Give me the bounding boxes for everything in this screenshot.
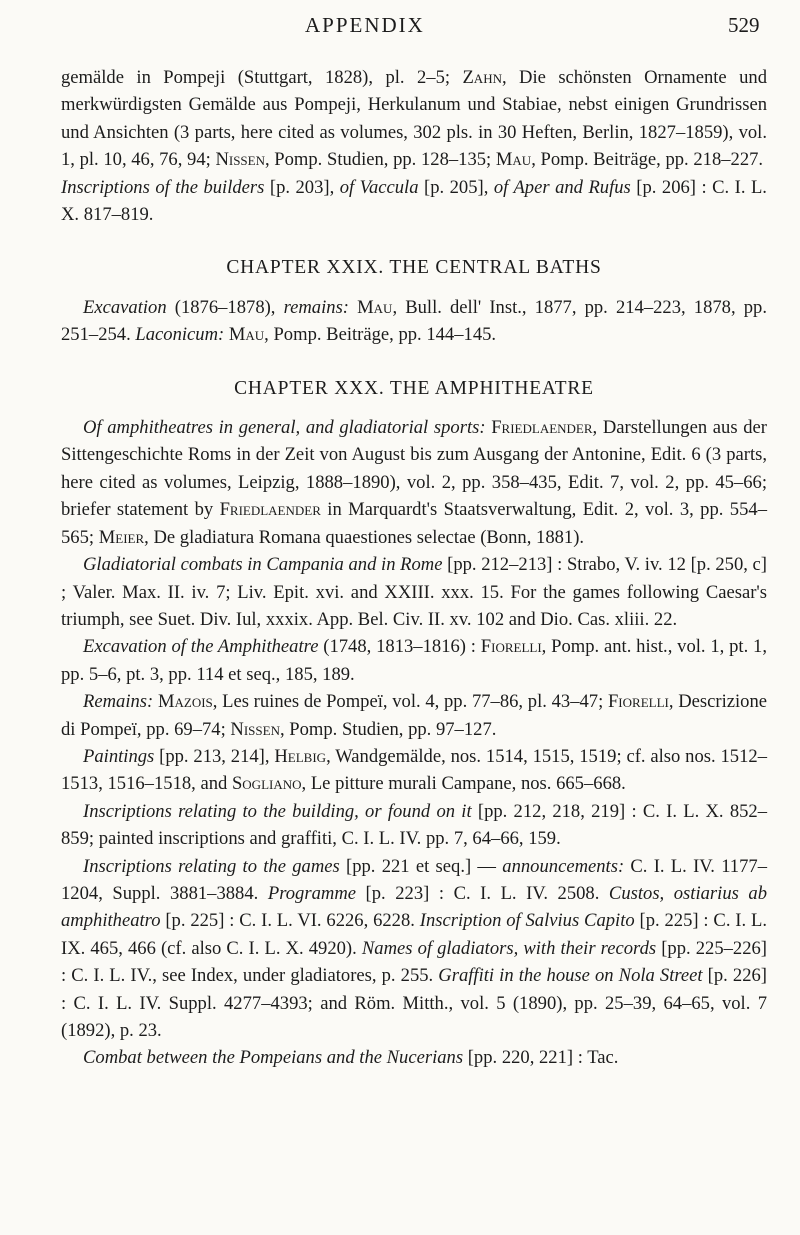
text-run: [p. 206] : C. I. L. X. 817–819. — [61, 176, 767, 226]
page-body — [61, 64, 767, 1072]
chapter-30-entry-campania — [61, 551, 767, 633]
entry-label: of Vaccula — [339, 176, 419, 198]
entry-label: Names of gladiators, with their records — [361, 937, 657, 959]
running-head-title: APPENDIX — [305, 13, 425, 37]
text-run: in Marquardt's Staatsverwaltung, Edit. 2, vol. 3, pp. 554–565; — [61, 499, 767, 548]
entry-label: Laconicum: — [135, 324, 225, 346]
author-name: Friedlaender — [219, 499, 321, 521]
text-run: [pp. 225–226] : C. I. L. IV., see Index, under gladiatores, p. 255. — [61, 937, 768, 987]
text-run — [349, 297, 357, 318]
text-run: , Darstellungen aus der Sittengeschichte Roms in der Zeit von August bis zum Ausgang der Antonine, Edit. 6 (3 parts, here cited as volumes, Leipzig, 1888–1890), vol. 2, pp. 358–435, Edit. 7, vol. 2, pp. 45–66; briefer statement by — [61, 417, 767, 521]
entry-label: Inscriptions relating to the games — [83, 855, 340, 877]
text-run: [pp. 213, 214], — [154, 745, 275, 767]
text-run: [pp. 212–213] : Strabo, V. iv. 12 [p. 250, c] ; Valer. Max. II. iv. 7; Liv. Epit. xvi. and XXIII. xxx. 15. For the games following Caesar's triumph, see Suet. Div. Iul, xxxix. App. Bel. Civ. II. xv. 102 and Dio. Cas. xliii. 22. — [61, 554, 767, 630]
chapter-29-bibliography — [61, 294, 767, 349]
author-name: Helbig — [274, 745, 327, 767]
text-run: [pp. 221 et seq.] — — [339, 855, 503, 877]
entry-label: Gladiatorial combats in Campania and in Rome — [83, 554, 443, 576]
text-run: [p. 225] : C. I. L. IX. 465, 466 (cf. also C. I. L. X. 4920). — [61, 910, 767, 959]
author-name: Fiorelli — [480, 636, 542, 658]
author-name: Sogliano — [231, 773, 302, 795]
entry-label: Paintings — [83, 745, 155, 767]
author-name: Mau — [357, 296, 393, 318]
entry-label: Custos, ostiarius ab amphitheatro — [61, 882, 767, 932]
chapter-28-inscriptions-entry — [61, 174, 767, 229]
entry-label: Combat between the Pompeians and the Nucerians — [83, 1047, 464, 1069]
author-name: Mazois — [157, 691, 213, 713]
text-run: , Descrizione di Pompeï, pp. 69–74; — [61, 691, 768, 740]
author-name: Fiorelli — [607, 691, 669, 713]
text-run: , Wandgemälde, nos. 1514, 1515, 1519; cf. also nos. 1512–1513, 1516–1518, and — [61, 745, 767, 795]
chapter-30-entry-inscriptions-building — [61, 798, 767, 853]
text-run: , Pomp. Studien, pp. 97–127. — [279, 718, 497, 740]
text-run: (1876–1878), — [166, 296, 284, 318]
text-run: , De gladiatura Romana quaestiones selectae (Bonn, 1881). — [144, 526, 585, 548]
text-run: , Pomp. Studien, pp. 128–135; — [264, 149, 496, 171]
entry-label: remains: — [283, 296, 349, 318]
text-run: , Bull. dell' Inst., 1877, pp. 214–223, 1878, pp. 251–254. — [61, 296, 767, 346]
entry-label: of Aper and Rufus — [493, 176, 631, 198]
text-run: , Pomp. ant. hist., vol. 1, pt. 1, pp. 5–6, pt. 3, pp. 114 et seq., 185, 189. — [61, 636, 768, 685]
chapter-30-entry-general — [61, 414, 767, 551]
entry-label: Inscriptions of the builders — [61, 176, 265, 198]
entry-label: Excavation — [83, 296, 167, 318]
page-number: 529 — [728, 13, 760, 37]
text-run: [p. 226] : C. I. L. IV. Suppl. 4277–4393; and Röm. Mitth., vol. 5 (1890), pp. 25–39, 64–65, vol. 7 (1892), p. 23. — [61, 965, 767, 1041]
text-run: , Les ruines de Pompeï, vol. 4, pp. 77–86, pl. 43–47; — [212, 691, 608, 713]
author-name: Nissen — [215, 149, 265, 171]
text-run: gemälde in Pompeji (Stuttgart, 1828), pl. 2–5; — [61, 67, 463, 88]
author-name: Nissen — [230, 718, 280, 740]
author-name: Mau — [495, 149, 532, 171]
text-run: , Le pitture murali Campane, nos. 665–668. — [301, 773, 626, 795]
text-run: [p. 225] : C. I. L. VI. 6226, 6228. — [160, 910, 420, 932]
entry-label: Graffiti in the house on Nola Street — [438, 965, 703, 987]
text-run: , Pomp. Beiträge, pp. 144–145. — [264, 324, 497, 346]
text-run: [pp. 220, 221] : Tac. — [463, 1047, 619, 1069]
chapter-28-bibliography-continued — [61, 64, 767, 174]
chapter-30-heading: CHAPTER XXX. THE AMPHITHEATRE — [234, 377, 594, 399]
entry-label: announcements: — [502, 855, 625, 877]
entry-label: Excavation of the Amphitheatre — [83, 636, 319, 658]
chapter-30-entry-paintings — [61, 743, 767, 798]
chapter-30-entry-inscriptions-games — [61, 853, 767, 1045]
entry-label: Remains: — [83, 691, 154, 713]
text-run: , Pomp. Beiträge, pp. 218–227. — [531, 149, 764, 171]
author-name: Zahn — [462, 67, 502, 88]
entry-label: Inscriptions relating to the building, or found on it — [83, 800, 472, 822]
chapter-30-entry-remains — [61, 688, 767, 743]
text-run: (1748, 1813–1816) : — [318, 636, 481, 658]
author-name: Meier — [98, 526, 145, 548]
entry-label: Inscription of Salvius Capito — [419, 910, 635, 932]
chapter-29-heading: CHAPTER XXIX. THE CENTRAL BATHS — [226, 257, 602, 279]
author-name: Mau — [228, 324, 265, 346]
text-run: [p. 205], — [418, 176, 494, 198]
chapter-30-entry-excavation — [61, 633, 767, 688]
text-run: , Die schönsten Ornamente und merkwürdigsten Gemälde aus Pompeji, Herkulanum und Stabiae, nebst einigen Grundrissen und Ansichten (3 parts, here cited as volumes, 302 pls. in 30 Heften, Berlin, 1827–1859), vol. 1, pl. 10, 46, 76, 94; — [61, 67, 767, 171]
text-run: [p. 223] : C. I. L. IV. 2508. — [356, 882, 609, 904]
text-run: [p. 203], — [264, 176, 340, 198]
text-run: C. I. L. IV. 1177–1204, Suppl. 3881–3884. — [61, 855, 767, 904]
author-name: Friedlaender — [491, 417, 593, 439]
chapter-30-entry-combat — [61, 1044, 767, 1071]
entry-label: Of amphitheatres in general, and gladiatorial sports: — [83, 417, 486, 439]
text-run: [pp. 212, 218, 219] : C. I. L. X. 852–859; painted inscriptions and graffiti, C. I. L. IV. pp. 7, 64–66, 159. — [61, 800, 768, 850]
entry-label: Programme — [267, 882, 356, 904]
